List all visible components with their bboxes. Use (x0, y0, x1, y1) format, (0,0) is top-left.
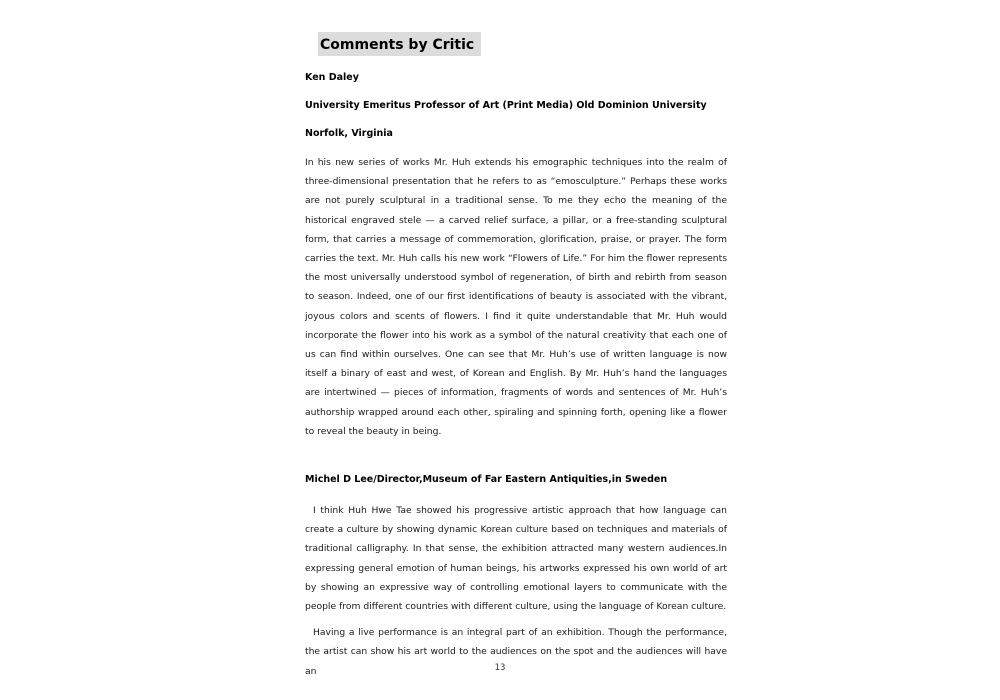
critic-name: Ken Daley (305, 72, 359, 83)
second-critic-heading: Michel D Lee/Director,Museum of Far Eastern Antiquities,in Sweden (305, 474, 668, 486)
page-title: Comments by Critic (318, 32, 481, 56)
text-column (305, 71, 727, 681)
second-critic-paragraph-1: I think Huh Hwe Tae showed his progressive artistic approach that how language can create a culture by showing dynamic Korean culture based on techniques and materials of traditional calligraphy. In that sense, the exhibition attracted many western audiences.In expressing general emotion of human beings, his artworks expressed his own world of art by showing an expressive way of controlling emotional layers to communicate with the people from different countries with different culture, using the language of Korean culture. (305, 505, 727, 613)
page-number: 13 (494, 663, 506, 673)
critic-comment-paragraph: In his new series of works Mr. Huh extends his emographic techniques into the realm of three-dimensional presentation that he refers to as “emosculpture.” Perhaps these works are not purely sculptural in a traditional sense. To me they echo the meaning of the historical engraved stele — a carved relief surface, a pillar, or a free-standing sculptural form, that carries a message of commemoration, glorification, praise, or prayer. The form carries the text. Mr. Huh calls his new work “Flowers of Life.” For him the flower represents the most universally understood symbol of regeneration, of birth and rebirth from season to season. Indeed, one of our first identifications of beauty is associated with the vibrant, joyous colors and scents of flowers. I find it quite understandable that Mr. Huh would incorporate the flower into his work as a symbol of the natural creativity that each one of us can find within ourselves. One can see that Mr. Huh’s use of written language is now itself a binary of east and west, of Korean and English. By Mr. Huh’s hand the languages are intertwined — pieces of information, fragments of words and sentences of Mr. Huh’s authorship wrapped around each other, spiraling and spinning forth, opening like a flower to reveal the beauty in being. (305, 157, 727, 437)
section-spacer (305, 441, 727, 473)
second-critic-paragraph-2: Having a live performance is an integral part of an exhibition. Though the performance, the artist can show his art world to the audiences on the spot and the audiences will have an (305, 627, 727, 677)
paragraph-spacer (305, 616, 727, 623)
critic-affiliation: University Emeritus Professor of Art (Print Media) Old Dominion University (305, 100, 707, 111)
critic-location: Norfolk, Virginia (305, 128, 393, 139)
